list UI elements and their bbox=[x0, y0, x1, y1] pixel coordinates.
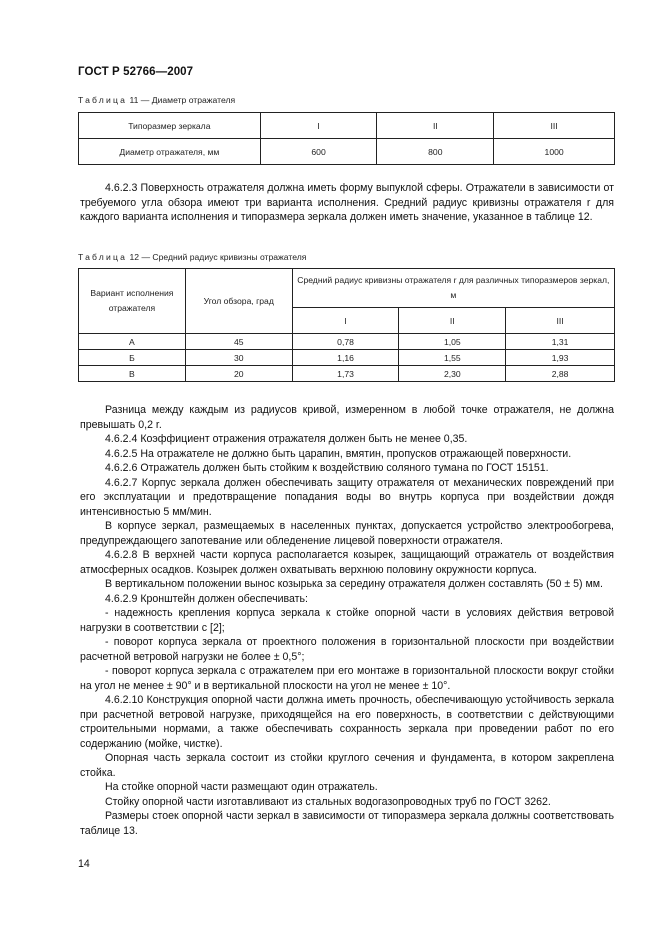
table-cell: 1000 bbox=[494, 139, 615, 165]
table-row bbox=[79, 334, 615, 350]
table-cell: В bbox=[79, 366, 186, 382]
page-number: 14 bbox=[78, 858, 90, 870]
table-cell: 20 bbox=[185, 366, 292, 382]
table-cell: 45 bbox=[185, 334, 292, 350]
table-cell: 0,78 bbox=[292, 334, 399, 350]
paragraph: 4.6.2.3 Поверхность отражателя должна иметь форму выпуклой сферы. Отражатели в зависимости от требуемого угла обзора имеют три варианта исполнения. Средний радиус кривизны отражателя r для каждого варианта исполнения и типоразмера зеркала должен иметь значение, указанное в таблице 12. bbox=[80, 182, 614, 223]
table12 bbox=[78, 268, 615, 382]
table-header-cell: II bbox=[399, 308, 506, 334]
paragraph: 4.6.2.8 В верхней части корпуса располагается козырек, защищающий отражатель от воздействия атмосферных осадков. Козырек должен охватывать верхнюю половину окружности корпуса. bbox=[80, 549, 614, 576]
table-cell: 1,05 bbox=[399, 334, 506, 350]
table-header-cell: I bbox=[292, 308, 399, 334]
table-cell: Б bbox=[79, 350, 186, 366]
document-header: ГОСТ Р 52766—2007 bbox=[78, 66, 194, 78]
paragraph: В вертикальном положении вынос козырька за середину отражателя должен составлять (50 ± 5) мм. bbox=[105, 578, 603, 590]
paragraph: - надежность крепления корпуса зеркала к стойке опорной части в условиях действия ветровой нагрузки в соответствии с [2]; bbox=[80, 607, 614, 634]
table-cell: Типоразмер зеркала bbox=[79, 113, 261, 139]
table11-caption-text: 11 — Диаметр отражателя bbox=[127, 95, 236, 105]
table-cell: II bbox=[377, 113, 494, 139]
paragraph: 4.6.2.4 Коэффициент отражения отражателя должен быть не менее 0,35. bbox=[105, 433, 468, 445]
table-cell: 30 bbox=[185, 350, 292, 366]
table-cell: 600 bbox=[260, 139, 377, 165]
table-header-cell: Угол обзора, град bbox=[185, 269, 292, 334]
table-cell: 1,16 bbox=[292, 350, 399, 366]
table11 bbox=[78, 112, 615, 165]
table-cell: III bbox=[494, 113, 615, 139]
paragraph: 4.6.2.5 На отражателе не должно быть царапин, вмятин, пропусков отражающей поверхности. bbox=[105, 447, 572, 460]
table-row bbox=[79, 366, 615, 382]
table-header-cell: Средний радиус кривизны отражателя r для различных типоразмеров зеркал, м bbox=[292, 269, 614, 308]
table-cell: 1,55 bbox=[399, 350, 506, 366]
body-text bbox=[80, 403, 614, 838]
table-cell: 1,31 bbox=[506, 334, 615, 350]
paragraph: Стойку опорной части изготавливают из стальных водогазопроводных труб по ГОСТ 3262. bbox=[105, 795, 551, 808]
table-header-cell: III bbox=[506, 308, 615, 334]
table-row bbox=[79, 350, 615, 366]
table-row bbox=[79, 113, 615, 139]
table-row bbox=[79, 139, 615, 165]
table12-caption bbox=[78, 252, 306, 262]
paragraph: - поворот корпуса зеркала с отражателем при его монтаже в горизонтальной плоскости вокруг стойки на угол не менее ± 90° и в вертикальной плоскости на угол не менее ± 10°. bbox=[80, 665, 614, 692]
table-cell: Диаметр отражателя, мм bbox=[79, 139, 261, 165]
table-cell: 1,93 bbox=[506, 350, 615, 366]
paragraph: - поворот корпуса зеркала от проектного положения в горизонтальной плоскости при воздействии расчетной ветровой нагрузки не более ± 0,5°; bbox=[80, 636, 614, 663]
paragraph: На стойке опорной части размещают один отражатель. bbox=[105, 781, 378, 793]
table-cell: 2,88 bbox=[506, 366, 615, 382]
table12-caption-word: Таблица bbox=[78, 252, 128, 262]
paragraph: 4.6.2.9 Кронштейн должен обеспечивать: bbox=[105, 592, 308, 605]
paragraph: 4.6.2.10 Конструкция опорной части должна иметь прочность, обеспечивающую устойчивость зеркала при расчетной ветровой нагрузке, приходящейся на его поверхность, в соответствии с действующими строительными нормами, а также обеспечивать сохранность зеркала при проведении работ по его содержанию (мойке, чистке). bbox=[80, 694, 614, 750]
paragraph: В корпусе зеркал, размещаемых в населенных пунктах, допускается устройство электрообогрева, предупреждающего запотевание или обледенение лицевой поверхности отражателя. bbox=[80, 520, 614, 547]
paragraph: 4.6.2.7 Корпус зеркала должен обеспечивать защиту отражателя от механических повреждений при его эксплуатации и предотвращение попадания воды во внутрь корпуса при воздействии дождя интенсивностью 5 мм/мин. bbox=[80, 476, 614, 518]
paragraph: Размеры стоек опорной части зеркал в зависимости от типоразмера зеркала должны соответствовать таблице 13. bbox=[80, 810, 614, 837]
paragraph: Опорная часть зеркала состоит из стойки круглого сечения и фундамента, в котором закреплена стойка. bbox=[80, 752, 614, 779]
paragraph: 4.6.2.6 Отражатель должен быть стойким к воздействию соляного тумана по ГОСТ 15151. bbox=[105, 462, 549, 474]
table-cell: 1,73 bbox=[292, 366, 399, 382]
table12-caption-text: 12 — Средний радиус кривизны отражателя bbox=[127, 252, 307, 262]
table-cell: 800 bbox=[377, 139, 494, 165]
table-header-cell: Вариант исполнения отражателя bbox=[79, 269, 186, 334]
table-cell: 2,30 bbox=[399, 366, 506, 382]
paragraph-4623 bbox=[80, 181, 614, 225]
table-cell: I bbox=[260, 113, 377, 139]
table-header-row bbox=[79, 269, 615, 308]
table11-caption bbox=[78, 95, 235, 105]
paragraph: Разница между каждым из радиусов кривой, измеренном в любой точке отражателя, не должна превышать 0,2 r. bbox=[80, 404, 614, 431]
table11-caption-word: Таблица bbox=[78, 95, 128, 105]
table-cell: А bbox=[79, 334, 186, 350]
